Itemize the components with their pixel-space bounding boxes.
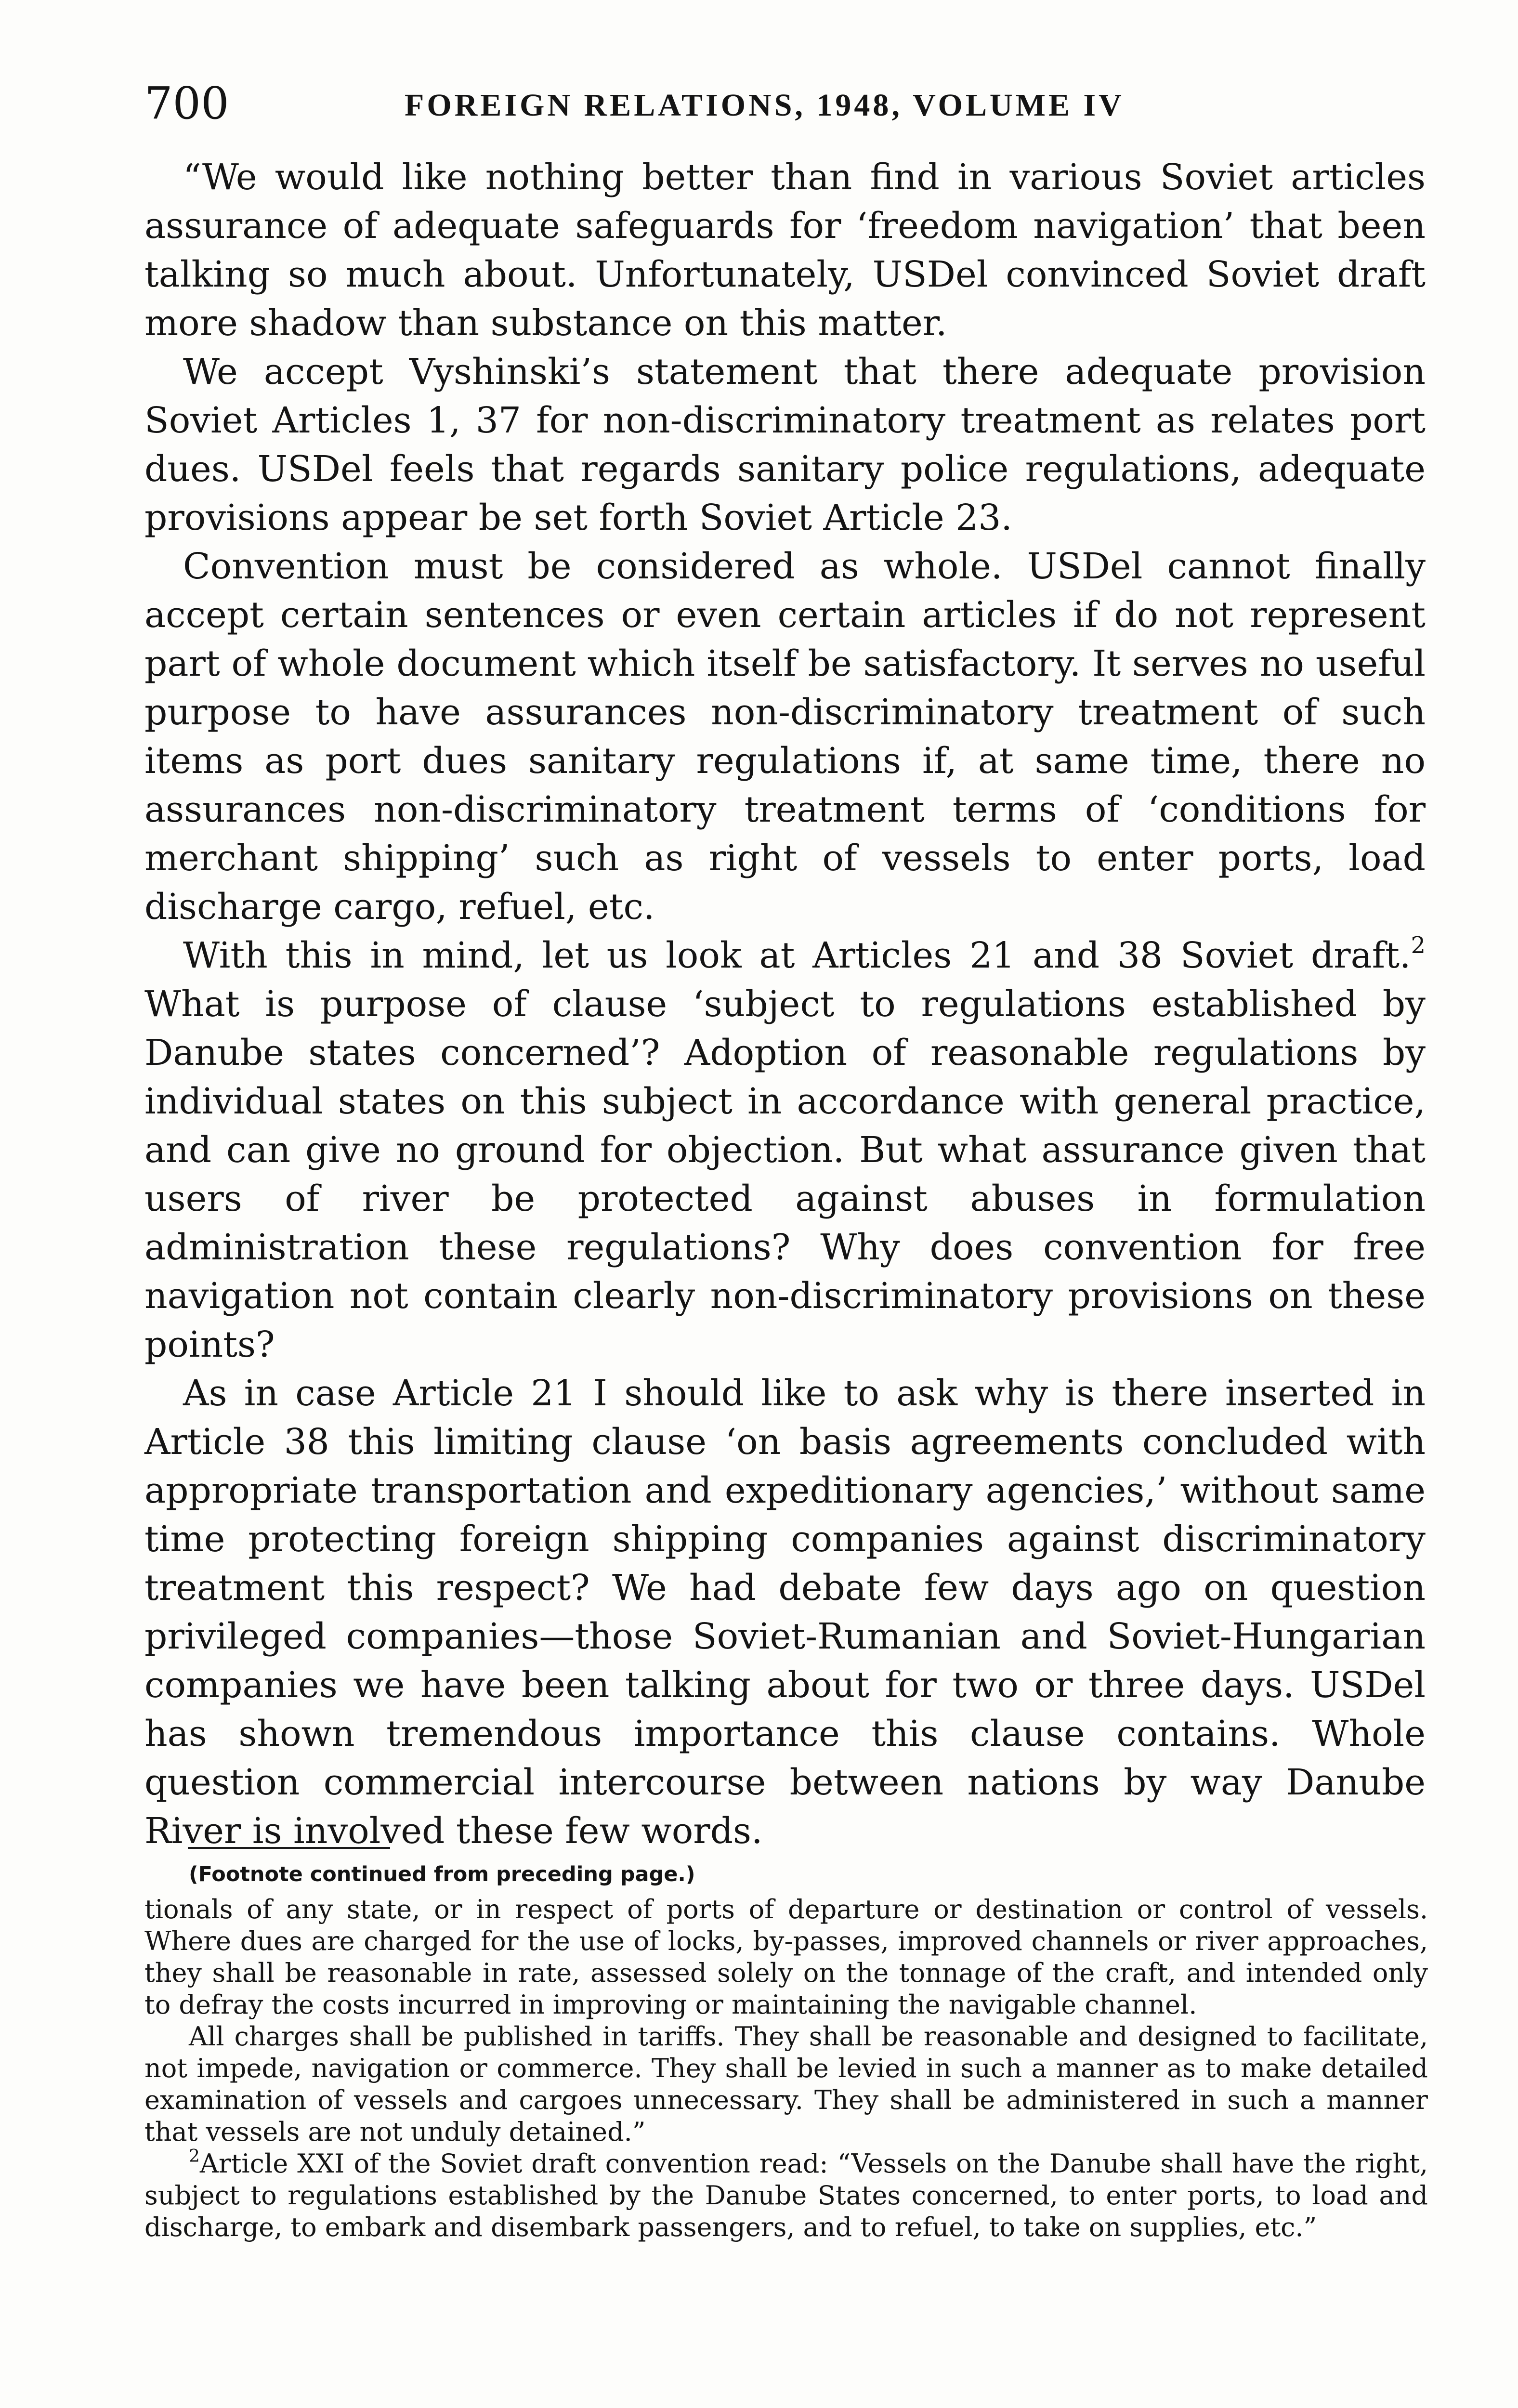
footnote-separator <box>188 1847 390 1849</box>
paragraph-text: With this in mind, let us look at Articles 21 and 38 Soviet draft. <box>183 935 1411 976</box>
footnote-continued-label: (Footnote continued from preceding page.) <box>189 1862 695 1886</box>
footnotes <box>144 1860 1428 2243</box>
page-header <box>144 79 1435 137</box>
footnote-paragraph: tionals of any state, or in respect of ports of departure or destination or control of vessels. Where dues are charged for the use of locks, by-passes, improved channels or river approaches, they shall be reasonable in rate, assessed solely on the tonnage of the craft, and intended only to defray the costs incurred in improving or maintaining the navigable channel. <box>144 1894 1428 2020</box>
footnote-marker: 2 <box>189 2146 200 2166</box>
paragraph: As in case Article 21 I should like to ask why is there inserted in Article 38 this limiting clause ‘on basis agreements concluded with appropriate transportation and expeditionary agencies,’ without same time protecting foreign shipping companies against discriminatory treatment this respect? We had debate few days ago on question privileged companies—those Soviet-Rumanian and Soviet-Hungarian companies we have been talking about for two or three days. USDel has shown tremendous importance this clause contains. Whole question commercial intercourse between nations by way Danube River is involved these few words. <box>144 1373 1426 1852</box>
paragraph <box>144 931 1426 1369</box>
footnote-reference: 2 <box>1411 932 1426 959</box>
paragraph-text: What is purpose of clause ‘subject to regulations established by Danube states concerned’? Adoption of reasonable regulations by individual states on this subject in accordance with general practice, and can give no ground for objection. But what assurance given that users of river be protected against abuses in formulation administration these regulations? Why does convention for free navigation not contain clearly non-discriminatory provisions on these points? <box>144 983 1426 1365</box>
main-text <box>144 153 1426 1856</box>
footnote-text: Article XXI of the Soviet draft convention read: “Vessels on the Danube shall have the right, subject to regulations established by the Danube States concerned, to enter ports, to load and discharge, to embark and disembark passengers, and to refuel, to take on supplies, etc.” <box>144 2148 1428 2242</box>
paragraph: We accept Vyshinski’s statement that there adequate provision Soviet Articles 1, 37 for non-discriminatory treatment as relates port dues. USDel feels that regards sanitary police regulations, adequate provisions appear be set forth Soviet Article 23. <box>144 351 1426 538</box>
paragraph: “We would like nothing better than find in various Soviet articles assurance of adequate safeguards for ‘freedom navigation’ that been talking so much about. Unfortunately, USDel convinced Soviet draft more shadow than substance on this matter. <box>144 157 1426 344</box>
page-number: 700 <box>144 78 229 129</box>
paragraph: Convention must be considered as whole. USDel cannot finally accept certain sentences or even certain articles if do not represent part of whole document which itself be satisfactory. It serves no useful purpose to have assurances non-discriminatory treatment of such items as port dues sanitary regulations if, at same time, there no assurances non-discriminatory treatment terms of ‘conditions for merchant shipping’ such as right of vessels to enter ports, load discharge cargo, refuel, etc. <box>144 546 1426 928</box>
running-title: FOREIGN RELATIONS, 1948, VOLUME IV <box>405 88 1125 123</box>
footnote-paragraph: All charges shall be published in tariffs. They shall be reasonable and designed to facilitate, not impede, navigation or commerce. They shall be levied in such a manner as to make detailed examination of vessels and cargoes unnecessary. They shall be administered in such a manner that vessels are not unduly detained.” <box>144 2021 1428 2147</box>
footnote-2 <box>144 2148 1428 2243</box>
